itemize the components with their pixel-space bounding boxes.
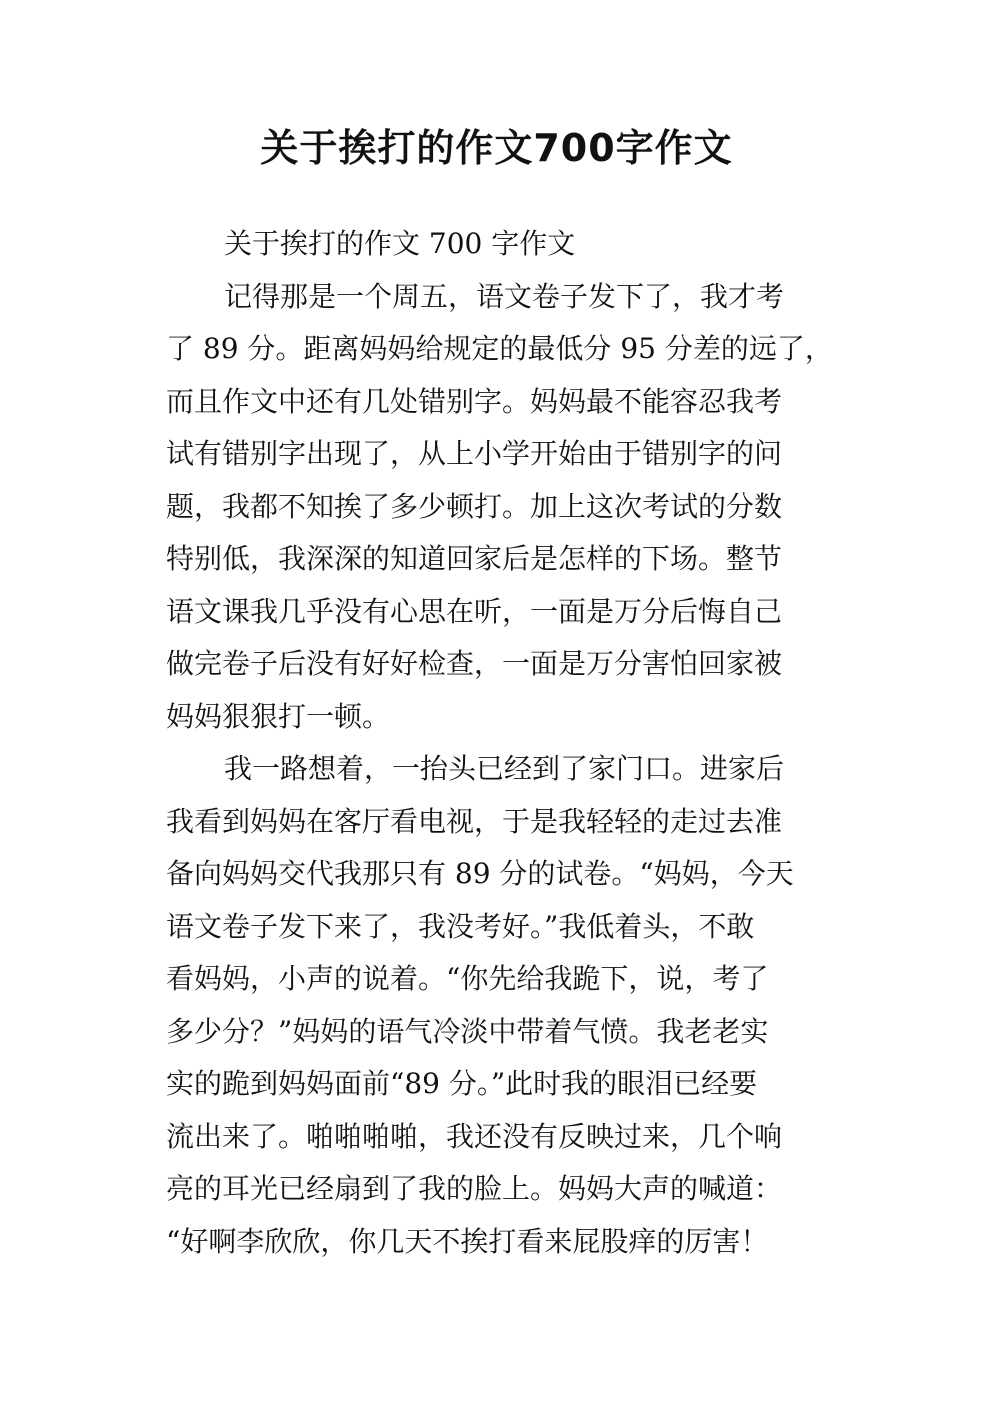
body-line: 妈妈狠狠打一顿。 <box>166 699 391 733</box>
body-line: 试有错别字出现了，从上小学开始由于错别字的问 <box>166 437 783 470</box>
body-line: 做完卷子后没有好好检查，一面是万分害怕回家被 <box>166 647 783 680</box>
body-line: 流出来了。啪啪啪啪，我还没有反映过来，几个响 <box>166 1119 783 1153</box>
body-line: 记得那是一个周五，语文卷子发下了，我才考 <box>224 279 785 313</box>
body-line: 备向妈妈交代我那只有 89 分的试卷。“妈妈，今天 <box>166 857 794 890</box>
body-line: 题，我都不知挨了多少顿打。加上这次考试的分数 <box>166 489 783 523</box>
document-title: 关于挨打的作文700字作文 <box>260 126 733 170</box>
body-line: 而且作文中还有几处错别字。妈妈最不能容忍我考 <box>166 384 783 418</box>
body-line: 语文课我几乎没有心思在听，一面是万分后悔自己 <box>166 594 783 628</box>
body-line: 关于挨打的作文 700 字作文 <box>224 227 576 260</box>
body-line: 语文卷子发下来了，我没考好。”我低着头，不敢 <box>166 909 755 943</box>
body-line: 实的跪到妈妈面前“89 分。”此时我的眼泪已经要 <box>166 1067 758 1100</box>
body-line: 我一路想着，一抬头已经到了家门口。进家后 <box>224 752 785 785</box>
body-line: 亮的耳光已经扇到了我的脸上。妈妈大声的喊道： <box>166 1172 783 1205</box>
body-line: “好啊李欣欣，你几天不挨打看来屁股痒的厉害！ <box>166 1224 769 1258</box>
body-line: 多少分？”妈妈的语气冷淡中带着气愤。我老老实 <box>166 1014 769 1048</box>
body-line: 看妈妈，小声的说着。“你先给我跪下，说，考了 <box>166 962 769 995</box>
document-body <box>166 218 856 1268</box>
body-line: 特别低，我深深的知道回家后是怎样的下场。整节 <box>166 542 783 575</box>
body-line: 我看到妈妈在客厅看电视，于是我轻轻的走过去准 <box>166 804 783 838</box>
body-line: 了 89 分。距离妈妈给规定的最低分 95 分差的远了， <box>166 332 833 365</box>
